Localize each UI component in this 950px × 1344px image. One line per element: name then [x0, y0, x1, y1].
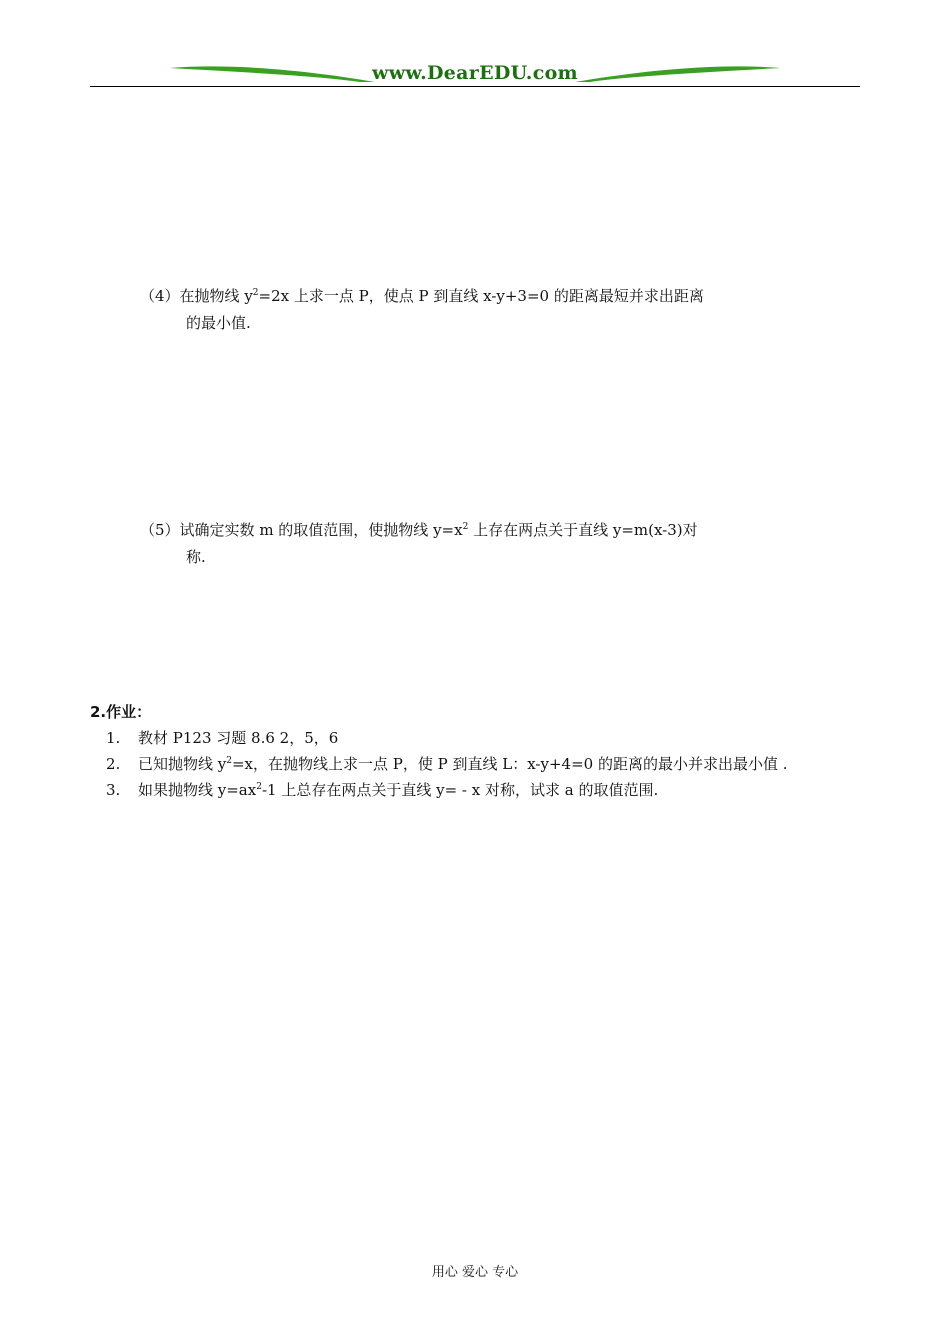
homework-item-text: 教材 P123 习题 8.6 2，5，6: [138, 729, 339, 747]
problem-4-text-a: 在抛物线 y: [179, 287, 253, 305]
problem-4-line-1: [140, 286, 704, 306]
homework-title: 2.作业：: [90, 703, 152, 721]
homework-item-superscript: 2: [256, 782, 262, 792]
header-divider: [90, 86, 860, 87]
logo-text: www.DearEDU.com: [372, 62, 578, 84]
problem-4-superscript: 2: [252, 288, 259, 298]
homework-item-2: [106, 754, 788, 774]
homework-item-3: [106, 780, 658, 800]
homework-item-number: 1.: [106, 729, 121, 747]
problem-4-line-2: 的最小值.: [186, 314, 251, 332]
homework-item-number: 2.: [106, 755, 121, 773]
problem-5-line-2: 称.: [186, 548, 206, 566]
homework-item-text-b: =x，在抛物线上求一点 P，使 P 到直线 L：x-y+4=0 的距离的最小并求出最小值 .: [231, 755, 788, 773]
homework-item-text-b: -1 上总存在两点关于直线 y= - x 对称，试求 a 的取值范围.: [261, 781, 659, 799]
problem-5-text-b: 上存在两点关于直线 y=m(x-3)对: [468, 521, 698, 539]
homework-item-number: 3.: [106, 781, 121, 799]
problem-5-number: （5）: [140, 521, 180, 539]
homework-item-text-a: 如果抛物线 y=ax: [138, 781, 257, 799]
problem-5-superscript: 2: [462, 522, 469, 532]
problem-5-text-a: 试确定实数 m 的取值范围，使抛物线 y=x: [179, 521, 463, 539]
problem-5-line-1: [140, 520, 698, 540]
page-header: [90, 58, 860, 90]
site-logo: [170, 58, 780, 88]
homework-item-1: [106, 728, 338, 748]
page-footer: 用心 爱心 专心: [431, 1265, 519, 1280]
problem-4-number: （4）: [140, 287, 180, 305]
problem-4-text-b: =2x 上求一点 P，使点 P 到直线 x-y+3=0 的距离最短并求出距离: [258, 287, 704, 305]
homework-item-text-a: 已知抛物线 y: [138, 755, 227, 773]
homework-item-superscript: 2: [226, 756, 232, 766]
